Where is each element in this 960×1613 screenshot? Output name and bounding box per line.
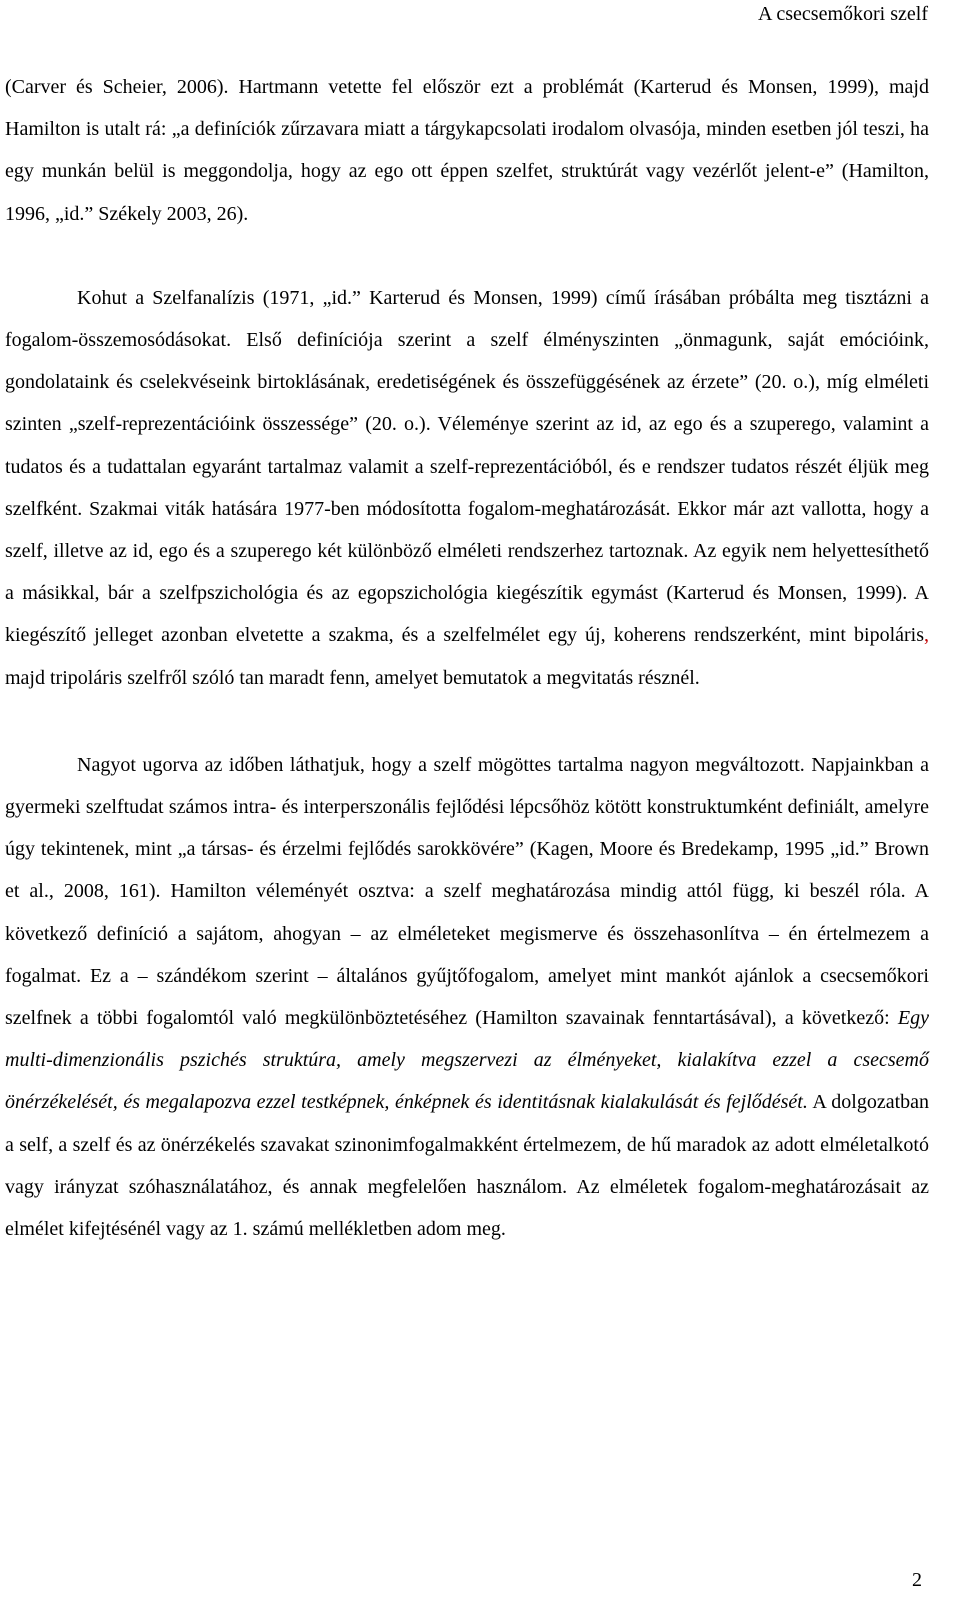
paragraph-3 — [5, 744, 929, 1250]
paragraph-2-text: Kohut a Szelfanalízis (1971, „id.” Karterud és Monsen, 1999) című írásában próbálta meg tisztázni a fogalom-összemosódásokat. Első definíciója szerint a szelf élményszinten „önmagunk, saját emócióink, gondolataink és cselekvéseink birtoklásának, eredetiségének és összefüggésének az érzete” (20. o.), míg elméleti szinten „szelf-reprezentációink összessége” (20. o.). Véleménye szerint az id, az ego és a szuperego, valamint a tudatos és a tudattalan egyaránt tartalmaz valamit a szelf-reprezentációból, és e rendszer tudatos részét éljük meg szelfként. Szakmai viták hatására 1977-ben módosította fogalom-meghatározását. Ekkor már azt vallotta, hogy a szelf, illetve az id, ego és a szuperego két különböző elméleti rendszerhez tartoznak. Az egyik nem helyettesíthető a másikkal, bár a szelfpszichológia és az egopszichológia kiegészítik egymást (Karterud és Monsen, 1999). A kiegészítő jelleget azonban elvetette a szakma, és a szelfelmélet egy új, koherens rendszerként, mint bipoláris — [5, 286, 929, 647]
page-number: 2 — [912, 1569, 922, 1591]
paragraph-1: (Carver és Scheier, 2006). Hartmann vetette fel először ezt a problémát (Karterud és Monsen, 1999), majd Hamilton is utalt rá: „a definíciók zűrzavara miatt a tárgykapcsolati irodalom olvasója, minden esetben jól teszi, ha egy munkán belül is meggondolja, hogy az ego ott éppen szelfet, struktúrát vagy vezérlőt jelent-e” (Hamilton, 1996, „id.” Székely 2003, 26). — [5, 76, 929, 225]
paragraph-2 — [5, 277, 929, 699]
paragraph-3-text-end: A dolgozatban a self, a szelf és az önérzékelés szavakat szinonimfogalmakként értelmezem, de hű maradok az adott elméletalkotó vagy irányzat szóhasználatához, és annak megfelelően használom. Az elméletek fogalom-meghatározásait az elmélet kifejtésénél vagy az 1. számú mellékletben adom meg. — [5, 1091, 930, 1241]
paragraph-2-accent-mark: , — [924, 624, 929, 647]
document-body — [5, 66, 929, 1250]
paragraph-2-text-end: majd tripoláris szelfről szóló tan maradt fenn, amelyet bemutatok a megvitatás résznél. — [5, 666, 700, 689]
paragraph-3-text: Nagyot ugorva az időben láthatjuk, hogy a szelf mögöttes tartalma nagyon megváltozott. Napjainkban a gyermeki szelftudat számos intra- és interperszonális fejlődési lépcsőhöz kötött konstruktumként definiált, amelyre úgy tekintenek, mint „a társas- és érzelmi fejlődés sarokkövére” (Kagen, Moore és Bredekamp, 1995 „id.” Brown et al., 2008, 161). Hamilton véleményét osztva: a szelf meghatározása mindig attól függ, ki beszél róla. A következő definíció a sajátom, ahogyan – az elméleteket megismerve és összehasonlítva – én értelmezem a fogalmat. Ez a – szándékom szerint – általános gyűjtőfogalom, amelyet mint mankót ajánlok a csecsemőkori szelfnek a többi fogalomtól való megkülönböztetéséhez (Hamilton szavainak fenntartásával), a következő: — [5, 753, 929, 1030]
self-definition: Egy multi-dimenzionális pszichés struktúra, amely megszervezi az élményeket, kialakítva ezzel a csecsemő önérzékelését, és megalapozva ezzel testképnek, énképnek és identitásnak kialakulását és fejlődését. — [5, 1007, 929, 1114]
running-header-title: A csecsemőkori szelf — [758, 3, 928, 25]
